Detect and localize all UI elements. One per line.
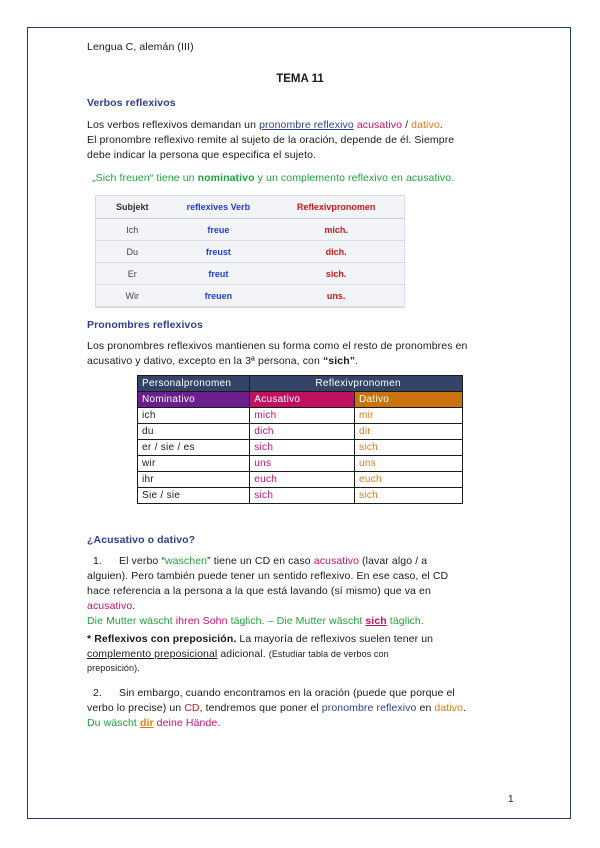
note-line3: preposición).	[87, 663, 140, 673]
table-header-row	[96, 196, 404, 219]
item1-line3: hace referencia a la persona a la que está lavando (sí mismo) que va en	[87, 585, 431, 597]
reflexive-verb-table	[96, 196, 404, 307]
section2-heading: Pronombres reflexivos	[87, 319, 203, 331]
page-number: 1	[508, 794, 514, 805]
note-paragraph	[87, 632, 527, 675]
header-reflexivpronomen: Reflexivpronomen	[268, 196, 404, 219]
subheader-acusativo: Acusativo	[250, 392, 355, 408]
table-header-row	[138, 376, 463, 392]
table-subheader-row	[138, 392, 463, 408]
section1-line3: debe indicar la persona que especifica el sujeto.	[87, 149, 317, 161]
table-row: Wir freuen uns.	[96, 285, 404, 307]
subheader-nominativo: Nominativo	[138, 392, 250, 408]
example-sentence-2: Du wäscht dir deine Hände.	[87, 717, 221, 729]
note-line1: * Reflexivos con preposición. La mayoría de reflexivos suelen tener un	[87, 633, 434, 645]
table-row: Sie / sie sich sich	[138, 488, 463, 504]
table-row: ich mich mir	[138, 408, 463, 424]
item2-paragraph	[87, 686, 527, 731]
section1-line2: El pronombre reflexivo remite al sujeto de la oración, depende de él. Siempre	[87, 134, 455, 146]
table-row: Du freust dich.	[96, 241, 404, 263]
table-row: Er freut sich.	[96, 263, 404, 285]
table-row: Ich freue mich.	[96, 219, 404, 241]
table-row: wir uns uns	[138, 456, 463, 472]
item2-line1: 2. Sin embargo, cuando encontramos en la oración (puede que porque el	[93, 687, 455, 699]
table-row: er / sie / es sich sich	[138, 440, 463, 456]
pronombre-reflexivo-link: pronombre reflexivo	[259, 119, 354, 131]
course-header: Lengua C, alemán (III)	[87, 41, 194, 53]
section2-line1: Los pronombres reflexivos mantienen su forma como el resto de pronombres en	[87, 340, 468, 352]
item1-line2: alguien). Pero también puede tener un sentido reflexivo. En ese caso, el CD	[87, 570, 449, 582]
table-row: du dich dir	[138, 424, 463, 440]
section2-paragraph	[87, 339, 527, 369]
item2-line2: verbo lo precise) un CD, tendremos que poner el pronombre reflexivo en dativo.	[87, 702, 467, 714]
subheader-dativo: Dativo	[354, 392, 462, 408]
item1-paragraph	[87, 554, 527, 629]
page-title: TEMA 11	[276, 73, 324, 85]
header-reflexivpronomen: Reflexivpronomen	[250, 376, 463, 392]
section1-heading: Verbos reflexivos	[87, 97, 176, 109]
item1-line4: acusativo.	[87, 600, 136, 612]
note-line2: complemento preposicional adicional. (Estudiar tabla de verbos con	[87, 648, 389, 660]
table-row: ihr euch euch	[138, 472, 463, 488]
header-personalpronomen: Personalpronomen	[138, 376, 250, 392]
item1-line1: 1. El verbo “waschen” tiene un CD en caso acusativo (lavar algo / a	[93, 555, 428, 567]
section3-heading: ¿Acusativo o dativo?	[87, 534, 196, 546]
section1-line1: Los verbos reflexivos demandan un pronombre reflexivo acusativo / dativo.	[87, 119, 443, 131]
header-reflexives-verb: reflexives Verb	[168, 196, 268, 219]
section1-example: „Sich freuen“ tiene un nominativo y un complemento reflexivo en acusativo.	[92, 172, 455, 184]
pronoun-table	[137, 375, 463, 504]
section1-paragraph	[87, 118, 527, 163]
example-sentence-1: Die Mutter wäscht ihren Sohn täglich. – Die Mutter wäscht sich täglich.	[87, 615, 424, 627]
section2-line2: acusativo y dativo, excepto en la 3ª persona, con “sich”.	[87, 355, 359, 367]
header-subjekt: Subjekt	[96, 196, 168, 219]
